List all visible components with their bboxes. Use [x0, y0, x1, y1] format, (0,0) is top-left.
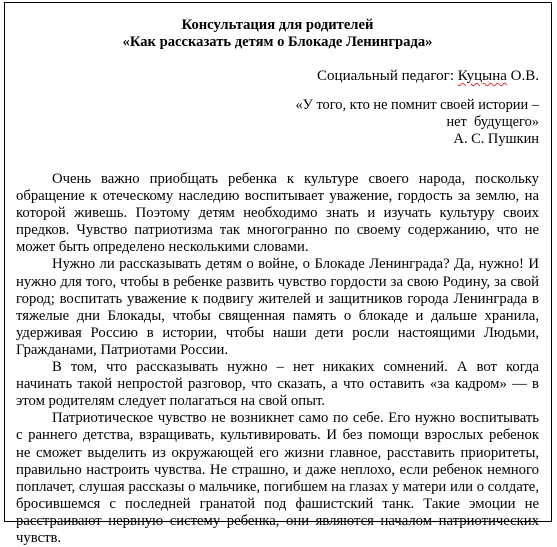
- epigraph: [16, 97, 539, 148]
- paragraph-3: В том, что рассказывать нужно – нет никаких сомнений. А вот когда начинать такой непростой разговор, что сказать, а что оставить «за кадром» — в этом родителям следует полагаться на свой опыт.: [16, 359, 539, 410]
- author-surname: Куцына: [457, 68, 507, 84]
- paragraph-2: Нужно ли рассказывать детям о войне, о Блокаде Ленинграда? Да, нужно! И нужно для того, чтобы в ребенке развить чувство гордости за свою Родину, за свой город; воспитать уважение к подвигу жителей и защитников города Ленинграда в тяжелые дни Блокады, чтобы священная память о блокаде и дальше хранила, удерживая Россию в истории, чтобы наши дети росли настоящими Людьми, Гражданами, Патриотами России.: [16, 256, 539, 358]
- document-title: [16, 17, 539, 51]
- author-role: Социальный педагог:: [317, 68, 458, 84]
- epigraph-line-2: нет будущего»: [446, 114, 539, 130]
- author-initials: О.В.: [506, 68, 539, 84]
- document-page: [4, 2, 552, 546]
- title-line-2: «Как рассказать детям о Блокаде Ленинграда»: [122, 34, 433, 50]
- author-line: [16, 67, 539, 85]
- paragraph-1: Очень важно приобщать ребенка к культуре своего народа, поскольку обращение к отеческому наследию воспитывает уважение, гордость за землю, на которой живешь. Поэтому детям необходимо знать и изучать культуру своих предков. Чувство патриотизма так многогранно по своему содержанию, что не может быть определено несколькими словами.: [16, 171, 539, 256]
- document-body: [16, 171, 539, 547]
- paragraph-4: Патриотическое чувство не возникнет само по себе. Его нужно воспитывать с раннего детства, взращивать, культивировать. И без помощи взрослых ребенок не сможет выделить из окружающей его жизни главное, расставить приоритеты, правильно настроить чувства. Не страшно, и даже неплохо, если ребенок немного поплачет, слушая рассказы о мальчике, погибшем на глазах у матери или о солдате, бросившемся с последней гранатой под фашистский танк. Такие эмоции не расстраивают нервную систему ребенка, они являются началом патриотических чувств.: [16, 410, 539, 546]
- title-line-1: Консультация для родителей: [181, 17, 374, 33]
- epigraph-author: А. С. Пушкин: [453, 131, 539, 147]
- epigraph-line-1: «У того, кто не помнит своей истории –: [295, 97, 539, 113]
